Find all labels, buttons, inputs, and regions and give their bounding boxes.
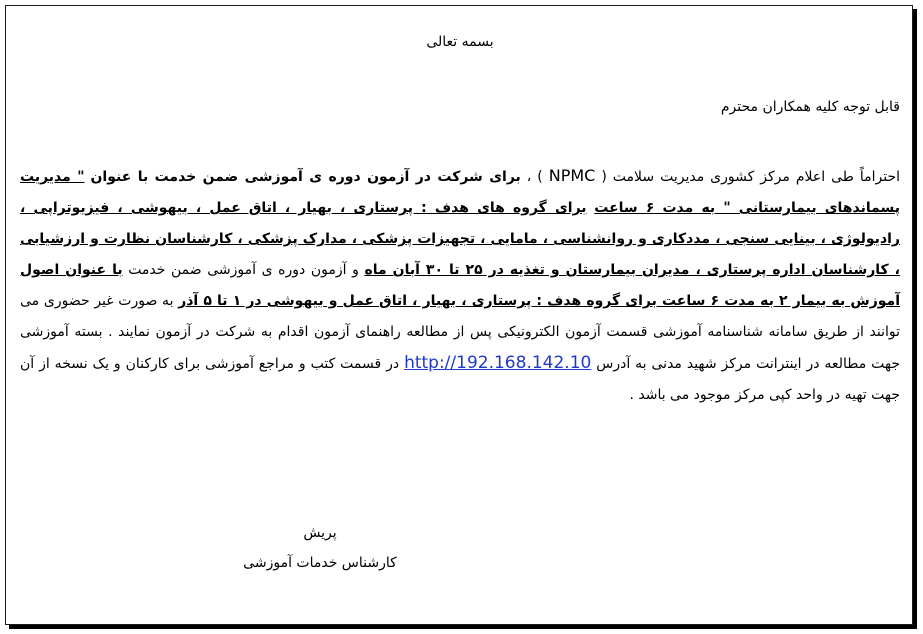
signer-name: پریش bbox=[303, 525, 337, 541]
closing-text: در قسمت کتب و مراجع آموزشی برای کارکنان و یک نسخه از آن جهت تهیه در واحد کپی مرکز موجود می باشد . bbox=[20, 356, 900, 403]
signature-block bbox=[20, 518, 620, 578]
letter-body bbox=[20, 160, 900, 411]
course-title-waste: " مدیریت پسماندهای بیمارستانی " به مدت ۶ ساعت bbox=[20, 169, 900, 216]
course-invitation: برای شرکت در آزمون دوره ی آموزشی ضمن خدمت با عنوان bbox=[90, 169, 521, 185]
exam-instructions: به صورت غیر حضوری می توانند از طریق سامانه شناسنامه آموزشی قسمت آزمون الکترونیکی پس از مطالعه راهنمای آزمون اقدام به شرکت در آزمون نمایند . بسته آموزشی جهت مطالعه در اینترانت مرکز شهید مدنی به آدرس bbox=[20, 293, 900, 372]
letter-salutation: قابل توجه کلیه همکاران محترم bbox=[720, 99, 900, 115]
npmc-abbreviation: NPMC bbox=[548, 166, 596, 185]
intranet-link[interactable]: http://192.168.142.10 bbox=[404, 353, 592, 373]
body-intro: احتراماً طی اعلام مرکز کشوری مدیریت سلامت ( bbox=[601, 169, 901, 185]
signer-title: کارشناس خدمات آموزشی bbox=[243, 555, 397, 571]
course-title-patient-education: با عنوان اصول آموزش به بیمار ۲ به مدت ۶ ساعت برای گروه هدف : پرستاری ، بهیار ، اتاق عمل و بیهوشی در ۱ تا ۵ آذر bbox=[20, 262, 901, 309]
body-intro-close: ) ، bbox=[526, 169, 543, 185]
letter-frame bbox=[5, 5, 913, 625]
letter-document bbox=[20, 6, 900, 624]
second-course-intro: و آزمون دوره ی آموزشی ضمن خدمت bbox=[128, 262, 359, 278]
target-groups-waste: برای گروه های هدف : پرستاری ، بهیار ، اتاق عمل ، بیهوشی ، فیزیوتراپی ، رادیولوژی ، بینایی سنجی ، مددکاری و روانشناسی ، مامایی ، تجهیزات پزشکی ، مدارک پزشکی ، کارشناسان نظارت و ارزشیابی ، کارشناسان اداره پرستاری ، مدیران بیمارستان و تغذیه در ۲۵ تا ۳۰ آبان ماه bbox=[20, 200, 900, 278]
letter-heading: بسمه تعالی bbox=[426, 34, 494, 50]
